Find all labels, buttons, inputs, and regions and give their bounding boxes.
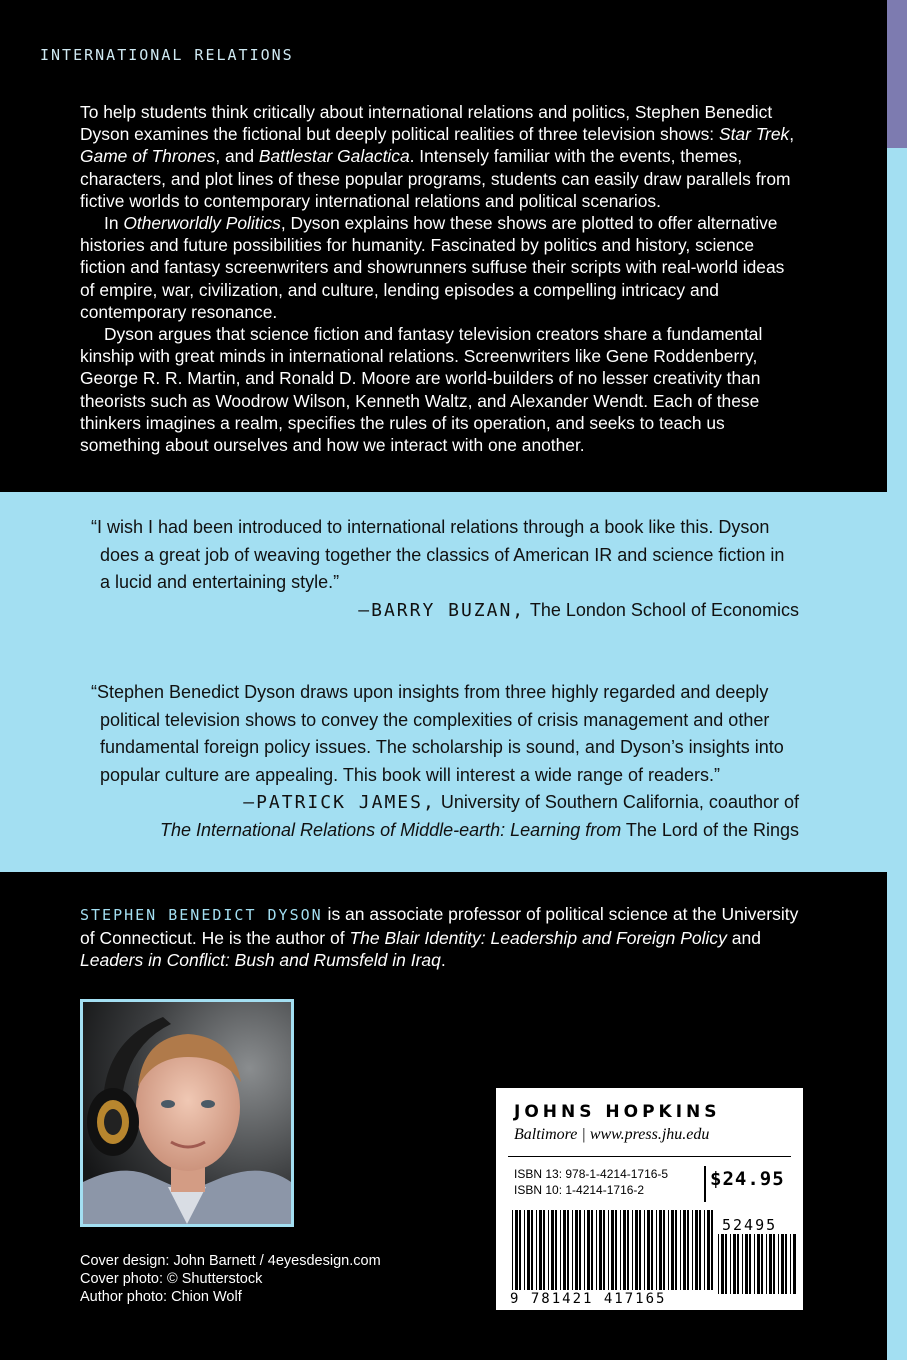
barcode-bar [778, 1234, 779, 1294]
barcode-bar [725, 1234, 727, 1294]
barcode-bar [671, 1210, 674, 1290]
barcode-bar [692, 1210, 693, 1290]
barcode-bar [591, 1210, 593, 1290]
barcode-bar [639, 1210, 641, 1290]
barcode-bar [754, 1234, 755, 1294]
spine-bottom-stripe [887, 148, 907, 1360]
publisher-name: JOHNS HOPKINS [514, 1102, 721, 1122]
barcode-bar [563, 1210, 566, 1290]
barcode-bar [793, 1234, 796, 1294]
credit-cover-photo: Cover photo: © Shutterstock [80, 1271, 263, 1287]
barcode-bar [730, 1234, 731, 1294]
quote-text: “I wish I had been introduced to international relations through a book like this. Dyson does a great job of weaving together the classics of American IR and science fiction in a lucid and entertaining style.” [91, 517, 785, 592]
barcode-bar [773, 1234, 775, 1294]
barcode-bar [524, 1210, 525, 1290]
barcode-bar [647, 1210, 650, 1290]
barcode-bar [539, 1210, 542, 1290]
barcode-bar [644, 1210, 645, 1290]
author-name: STEPHEN BENEDICT DYSON [80, 906, 323, 924]
barcode-bar [543, 1210, 545, 1290]
barcode-bar [551, 1210, 554, 1290]
cover-credits [80, 1252, 381, 1306]
credit-author-photo: Author photo: Chion Wolf [80, 1289, 242, 1305]
barcode-bar [749, 1234, 751, 1294]
barcode-bar [608, 1210, 609, 1290]
isbn-13: ISBN 13: 978-1-4214-1716-5 [514, 1167, 669, 1181]
publisher-barcode-box [496, 1088, 803, 1310]
barcode-bar [769, 1234, 772, 1294]
barcode-bar [711, 1210, 713, 1290]
barcode-icon [510, 1210, 718, 1294]
description-paragraph-1: To help students think critically about international relations and politics, Stephen Benedict Dyson examines the fictional but deeply political realities of three television shows: Star Trek, Game of Thrones, and Battlestar Galactica. Intensely familiar with the events, themes, characters, and plot lines of these popular programs, students can easily draw parallels from fictive worlds to contemporary international relations and political scenarios. [80, 102, 795, 211]
isbn-10: ISBN 10: 1-4214-1716-2 [514, 1183, 645, 1197]
endorsement-james [84, 679, 799, 844]
divider [508, 1156, 791, 1157]
barcode-bar [555, 1210, 557, 1290]
barcode-bar [560, 1210, 561, 1290]
barcode-bar [548, 1210, 549, 1290]
barcode-addon-digits: 52495 [722, 1216, 778, 1234]
quote-book-title: The International Relations of Middle-earth: Learning from The Lord of the Rings [159, 819, 799, 840]
barcode-bar [579, 1210, 581, 1290]
barcode-bar [718, 1234, 719, 1294]
barcode-bar [766, 1234, 767, 1294]
description-section [0, 0, 887, 492]
author-section [0, 872, 887, 1360]
barcode-bar [635, 1210, 638, 1290]
endorsement-buzan [84, 514, 799, 624]
barcode-bar [683, 1210, 686, 1290]
barcode-bar [620, 1210, 621, 1290]
price: $24.95 [710, 1168, 785, 1190]
barcode-bar [519, 1210, 521, 1290]
barcode-bar [632, 1210, 633, 1290]
barcode-bar [536, 1210, 537, 1290]
barcode-bar [785, 1234, 787, 1294]
barcode-bar [704, 1210, 705, 1290]
barcode-bar [663, 1210, 665, 1290]
barcode-bar [599, 1210, 602, 1290]
author-bio: STEPHEN BENEDICT DYSON is an associate professor of political science at the University of Connecticut. He is the author of The Blair Identity: Leadership and Foreign Policy and Leaders in Conflict: Bush and Rumsfeld in Iraq. [80, 904, 799, 970]
barcode-bar [512, 1210, 513, 1290]
quote-attribution: —BARRY BUZAN, The London School of Economics [358, 599, 799, 621]
barcode-bar [531, 1210, 533, 1290]
barcode-bar [615, 1210, 617, 1290]
barcode-bar [587, 1210, 590, 1290]
book-description [80, 101, 800, 456]
barcode-bar [695, 1210, 698, 1290]
barcode-bar [790, 1234, 791, 1294]
barcode-bar [515, 1210, 518, 1290]
barcode-bar [567, 1210, 569, 1290]
description-paragraph-2: In Otherworldly Politics, Dyson explains how these shows are plotted to offer alternative histories and future possibilities for humanity. Fascinated by politics and history, science fiction and fantasy screenwriters and showrunners suffuse their scripts with real-world ideas of empire, war, civilization, and culture, lending episodes a compelling intricacy and contemporary resonance. [80, 213, 785, 322]
credit-cover-design: Cover design: John Barnett / 4eyesdesign.com [80, 1253, 381, 1269]
barcode-bar [745, 1234, 748, 1294]
barcode-bar [680, 1210, 681, 1290]
barcode-bar [575, 1210, 578, 1290]
barcode-bar [527, 1210, 530, 1290]
barcode-bar [675, 1210, 677, 1290]
author-photo [80, 999, 294, 1227]
barcode-bar [596, 1210, 597, 1290]
barcode-bar [623, 1210, 626, 1290]
barcode-bar [721, 1234, 724, 1294]
barcode-bar [687, 1210, 689, 1290]
barcode-bar [761, 1234, 763, 1294]
barcode-digits: 9 781421 417165 [510, 1291, 667, 1307]
price-divider [704, 1166, 706, 1202]
author-portrait-image [83, 1002, 291, 1224]
barcode-bar [737, 1234, 739, 1294]
endorsements-section [0, 492, 887, 872]
quote-text: “Stephen Benedict Dyson draws upon insights from three highly regarded and deeply political television shows to convey the complexities of crisis management and other fundamental foreign policy issues. The scholarship is sound, and Dyson’s insights into popular culture are appealing. This book will interest a wide range of readers.” [91, 682, 784, 785]
barcode-bar [733, 1234, 736, 1294]
publisher-location: Baltimore | www.press.jhu.edu [514, 1126, 710, 1143]
barcode-bar [781, 1234, 784, 1294]
barcode-bar [668, 1210, 669, 1290]
barcode-bar [651, 1210, 653, 1290]
barcode-bar [656, 1210, 657, 1290]
spine-top-stripe [887, 0, 907, 148]
barcode-bar [707, 1210, 710, 1290]
barcode-bar [603, 1210, 605, 1290]
isbn-block [514, 1166, 668, 1198]
category-label: INTERNATIONAL RELATIONS [40, 46, 294, 64]
barcode-bar [757, 1234, 760, 1294]
barcode-bar [742, 1234, 743, 1294]
barcode-bar [572, 1210, 573, 1290]
barcode-bar [611, 1210, 614, 1290]
barcode-bar [659, 1210, 662, 1290]
barcode-bar [584, 1210, 585, 1290]
description-paragraph-3: Dyson argues that science fiction and fantasy television creators share a fundamental kinship with great minds in international relations. Screenwriters like Gene Roddenberry, George R. R. Martin, and Ronald D. Moore are world-builders of no lesser creativity than theorists such as Woodrow Wilson, Kenneth Waltz, and Alexander Wendt. Each of these thinkers imagines a realm, specifies the rules of its operation, and seeks to teach us something about ourselves and how we interact with one another. [80, 324, 763, 456]
barcode-bar [699, 1210, 701, 1290]
barcode-bar [627, 1210, 629, 1290]
quote-attribution: —PATRICK JAMES, University of Southern California, coauthor of [243, 792, 799, 813]
